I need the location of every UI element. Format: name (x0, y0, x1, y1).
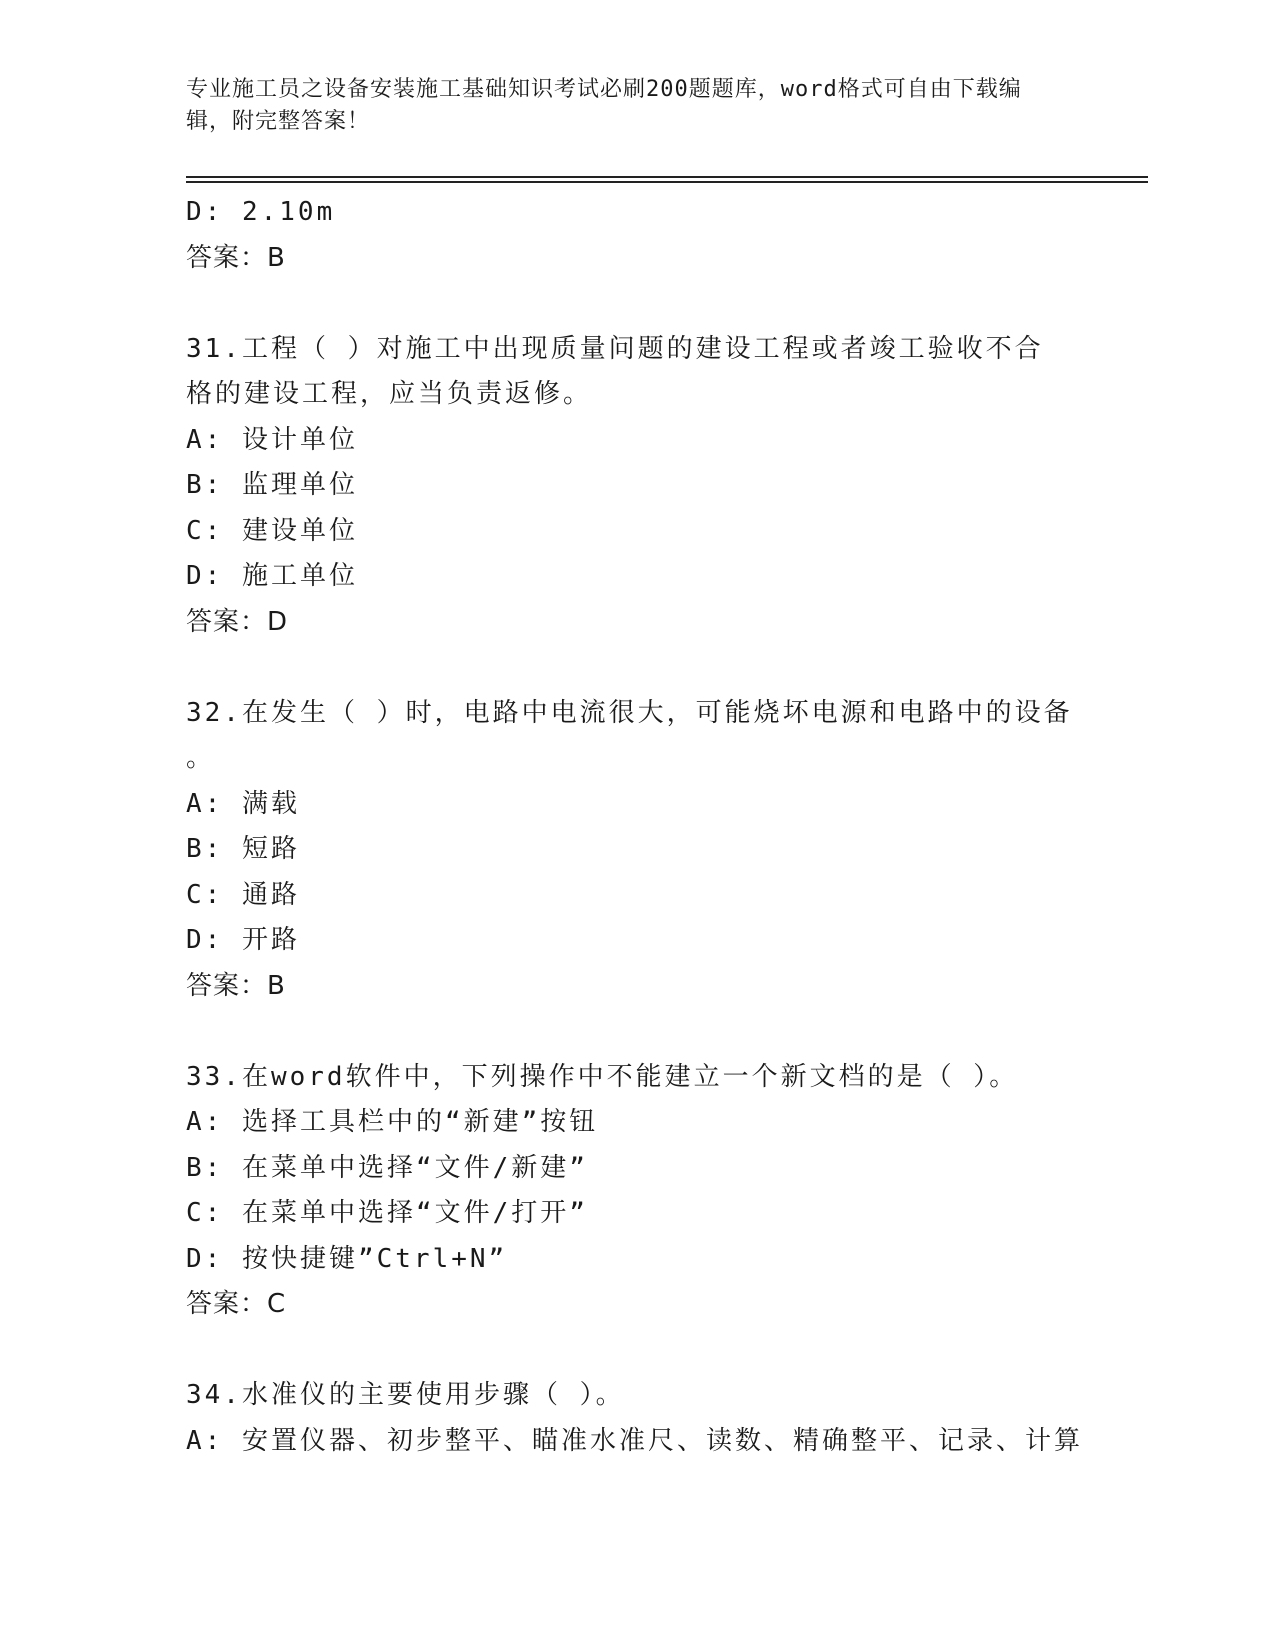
option-c: C: 通路 (186, 879, 300, 910)
option-a: A: 安置仪器、初步整平、瞄准水准尺、读数、精确整平、记录、计算 (186, 1425, 1083, 1456)
document-header: 专业施工员之设备安装施工基础知识考试必刷200题题库，word格式可自由下载编辑，附完整答案！ (186, 77, 1022, 134)
option-d: D: 施工单位 (186, 561, 358, 591)
question-34: 34.水准仪的主要使用步骤（ ）。 (186, 1380, 625, 1410)
document-body (186, 190, 1086, 1464)
spacer (186, 281, 1086, 327)
option-a: A: 选择工具栏中的“新建”按钮 (186, 1107, 599, 1137)
question-31: 31.工程（ ）对施工中出现质量问题的建设工程或者竣工验收不合格的建设工程，应当负责返修。 (186, 333, 1044, 409)
option-b: B: 短路 (186, 834, 300, 864)
question-32-continuation: 。 (186, 743, 216, 773)
spacer (186, 1328, 1086, 1374)
spacer (186, 1009, 1086, 1055)
option-a: A: 设计单位 (186, 424, 358, 455)
option-a: A: 满载 (186, 788, 300, 819)
header-rule-bottom (186, 181, 1148, 183)
option-d: D: 按快捷键”Ctrl+N” (186, 1243, 508, 1274)
answer-line: 答案：B (186, 970, 286, 1001)
option-c: C: 在菜单中选择“文件/打开” (186, 1198, 588, 1228)
option-d: D: 2.10m (186, 197, 336, 227)
answer-line: 答案：C (186, 1289, 287, 1319)
option-c: C: 建设单位 (186, 515, 358, 546)
question-33: 33.在word软件中，下列操作中不能建立一个新文档的是（ ）。 (186, 1061, 1019, 1092)
question-32: 32.在发生（ ）时，电路中电流很大，可能烧坏电源和电路中的设备 (186, 697, 1073, 728)
option-d: D: 开路 (186, 925, 300, 955)
spacer (186, 645, 1086, 691)
option-b: B: 监理单位 (186, 470, 358, 500)
answer-line: 答案：D (186, 606, 289, 637)
option-b: B: 在菜单中选择“文件/新建” (186, 1152, 588, 1183)
header-rule-top (186, 176, 1148, 178)
answer-line: 答案：B (186, 242, 286, 273)
